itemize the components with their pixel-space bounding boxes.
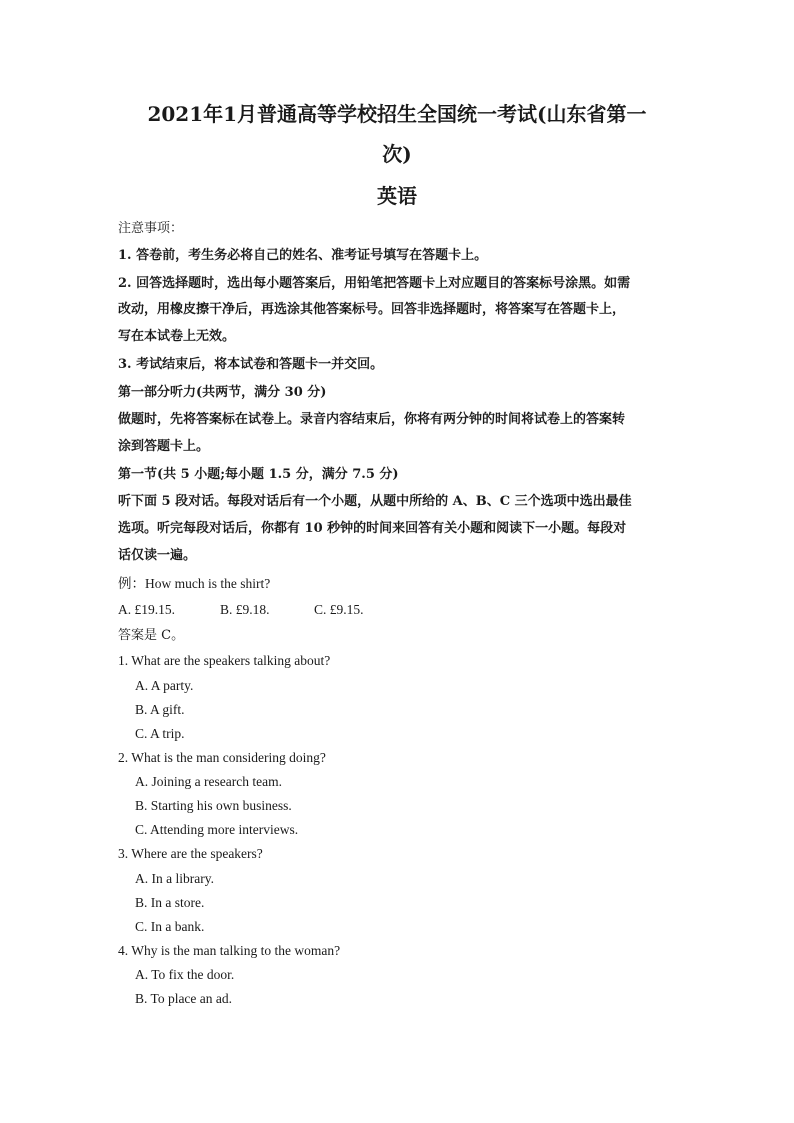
example-option-b: B. £9.18. bbox=[220, 602, 270, 617]
question-3-option-b: B. In a store. bbox=[135, 895, 205, 910]
part1-heading: 第一部分听力(共两节，满分 30 分) bbox=[118, 385, 327, 400]
question-1-option-c: C. A trip. bbox=[135, 726, 185, 741]
subject-title: 英语 bbox=[377, 184, 417, 208]
question-1-option-b: B. A gift. bbox=[135, 702, 185, 717]
question-3-option-a: A. In a library. bbox=[135, 871, 214, 886]
section1-instruction-line2: 选项。听完每段对话后，你都有 10 秒钟的时间来回答有关小题和阅读下一小题。每段对 bbox=[118, 521, 627, 536]
part1-instruction-line1: 做题时，先将答案标在试卷上。录音内容结束后，你将有两分钟的时间将试卷上的答案转 bbox=[118, 412, 626, 427]
question-2-option-a: A. Joining a research team. bbox=[135, 774, 282, 789]
question-1: 1. What are the speakers talking about? bbox=[118, 653, 331, 668]
question-1-option-a: A. A party. bbox=[135, 678, 194, 693]
question-4-option-a: A. To fix the door. bbox=[135, 967, 235, 982]
example-options bbox=[118, 600, 678, 620]
notice-heading: 注意事项： bbox=[118, 221, 184, 236]
example-option-c: C. £9.15. bbox=[314, 602, 364, 617]
question-3: 3. Where are the speakers? bbox=[118, 846, 263, 861]
question-2-option-c: C. Attending more interviews. bbox=[135, 822, 299, 837]
notice-item-3: 3. 考试结束后，将本试卷和答题卡一并交回。 bbox=[118, 357, 384, 372]
question-3-option-c: C. In a bank. bbox=[135, 919, 205, 934]
example-option-a: A. £19.15. bbox=[118, 602, 175, 617]
question-4: 4. Why is the man talking to the woman? bbox=[118, 943, 341, 958]
question-2: 2. What is the man considering doing? bbox=[118, 750, 326, 765]
section1-instruction-line1: 听下面 5 段对话。每段对话后有一个小题，从题中所给的 A、B、C 三个选项中选出最佳 bbox=[118, 494, 632, 509]
section1-heading: 第一节(共 5 小题;每小题 1.5 分，满分 7.5 分) bbox=[118, 467, 399, 482]
notice-item-2-line1: 2. 回答选择题时，选出每小题答案后，用铅笔把答题卡上对应题目的答案标号涂黑。如需 bbox=[118, 276, 631, 291]
notice-item-1: 1. 答卷前，考生务必将自己的姓名、准考证号填写在答题卡上。 bbox=[118, 248, 488, 263]
example-question: 例：How much is the shirt? bbox=[118, 576, 271, 591]
question-2-option-b: B. Starting his own business. bbox=[135, 798, 292, 813]
notice-item-2-line2: 改动，用橡皮擦干净后，再选涂其他答案标号。回答非选择题时，将答案写在答题卡上， bbox=[118, 302, 626, 317]
notice-item-2-line3: 写在本试卷上无效。 bbox=[118, 329, 236, 344]
question-4-option-b: B. To place an ad. bbox=[135, 991, 233, 1006]
exam-title-line2: 次) bbox=[382, 142, 412, 166]
section1-instruction-line3: 话仅读一遍。 bbox=[118, 548, 197, 563]
exam-title-line1: 2021年1月普通高等学校招生全国统一考试(山东省第一 bbox=[147, 102, 647, 126]
part1-instruction-line2: 涂到答题卡上。 bbox=[118, 439, 210, 454]
example-answer: 答案是 C。 bbox=[118, 628, 185, 643]
